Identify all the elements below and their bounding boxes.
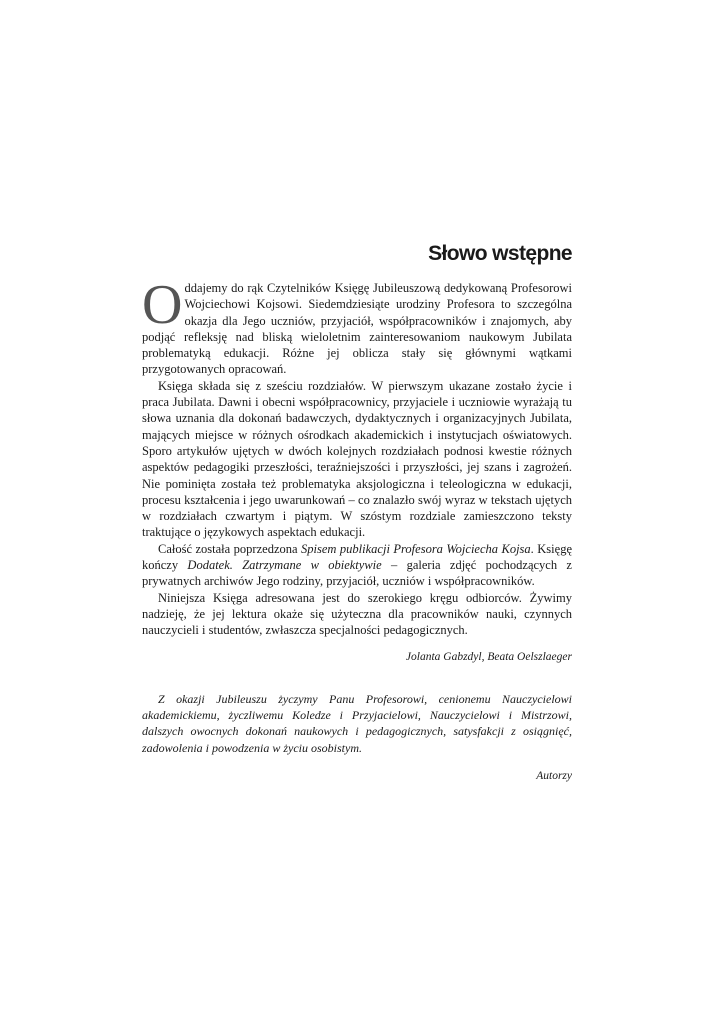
p3-text-a: Całość została poprzedzona bbox=[158, 541, 302, 556]
paragraph-contents bbox=[142, 541, 572, 590]
paragraph-intro bbox=[142, 274, 572, 378]
paragraph-audience: Niniejsza Księga adresowana jest do szerokiego kręgu odbiorców. Żywimy nadzieję, że jej lektura okaże się użyteczna dla pracowników nauki, czynnych nauczycieli i studentów, zwłaszcza specjalności pedagogicznych. bbox=[142, 590, 572, 638]
authors-signature: Autorzy bbox=[536, 770, 572, 783]
paragraph-intro-text: ddajemy do rąk Czytelników Księgę Jubileuszową dedykowaną Profesorowi Wojciechowi Kojsowi. Siedemdziesiąte urodziny Profesora to szczególna okazja dla Jego uczniów, przyjaciół, współpracowników i znajomych, aby podjąć refleksję nad bliską wieloletnim zainteresowaniom naukowym Jubilata problematyką edukacji. Różne jej oblicza stały się głównymi wątkami przygotowanych opracowań. bbox=[142, 281, 572, 377]
p3-italic-appendix: Dodatek. Zatrzymane w obiektywie bbox=[187, 558, 382, 573]
p3-text-e: – galeria zdjęć pochodzących z prywatnych archiwów Jego rodziny, przyjaciół, uczniów i współpracowników. bbox=[142, 558, 572, 589]
paragraph-structure: Księga składa się z sześciu rozdziałów. W pierwszym ukazane zostało życie i praca Jubilata. Dawni i obecni współpracownicy, przyjaciele i uczniowie wyrażają tu słowa uznania dla dokonań badawczych, dydaktycznych i organizacyjnych Jubilata, mających miejsce w różnych ośrodkach akademickich i instytucjach oświatowych. Sporo artykułów ujętych w dwóch kolejnych rozdziałach podnosi kwestie różnych aspektów pedagogiki przeszłości, teraźniejszości i przyszłości, jej szans i zagrożeń. Nie pominięta została też problematyka aksjologiczna i teleologiczna w edukacji, procesu kształcenia i jego uwarunkowań – co znalazło swój wyraz w tekstach ujętych w rozdziałach czwartym i piątym. W szóstym rozdziale zamieszczono teksty traktujące o językowych aspektach edukacji. bbox=[142, 378, 572, 540]
editors-signature: Jolanta Gabzdyl, Beata Oelszlaeger bbox=[405, 650, 572, 663]
preface-body bbox=[142, 240, 572, 784]
p3-italic-bibliography: Spisem publikacji Profesora Wojciecha Kojsa bbox=[301, 541, 531, 556]
p3-text-c: . Księgę kończy bbox=[142, 541, 572, 573]
jubilee-wishes: Z okazji Jubileuszu życzymy Panu Profesorowi, cenionemu Nauczycielowi akademickiemu, życzliwemu Koledze i Przyjacielowi, Nauczycielowi i Mistrzowi, dalszych owocnych dokonań naukowych i pedagogicznych, satysfakcji z osiągnięć, zadowolenia i powodzenia w życiu osobistym. bbox=[142, 691, 572, 755]
drop-cap: O bbox=[142, 274, 183, 336]
page-title: Słowo wstępne bbox=[428, 242, 572, 265]
